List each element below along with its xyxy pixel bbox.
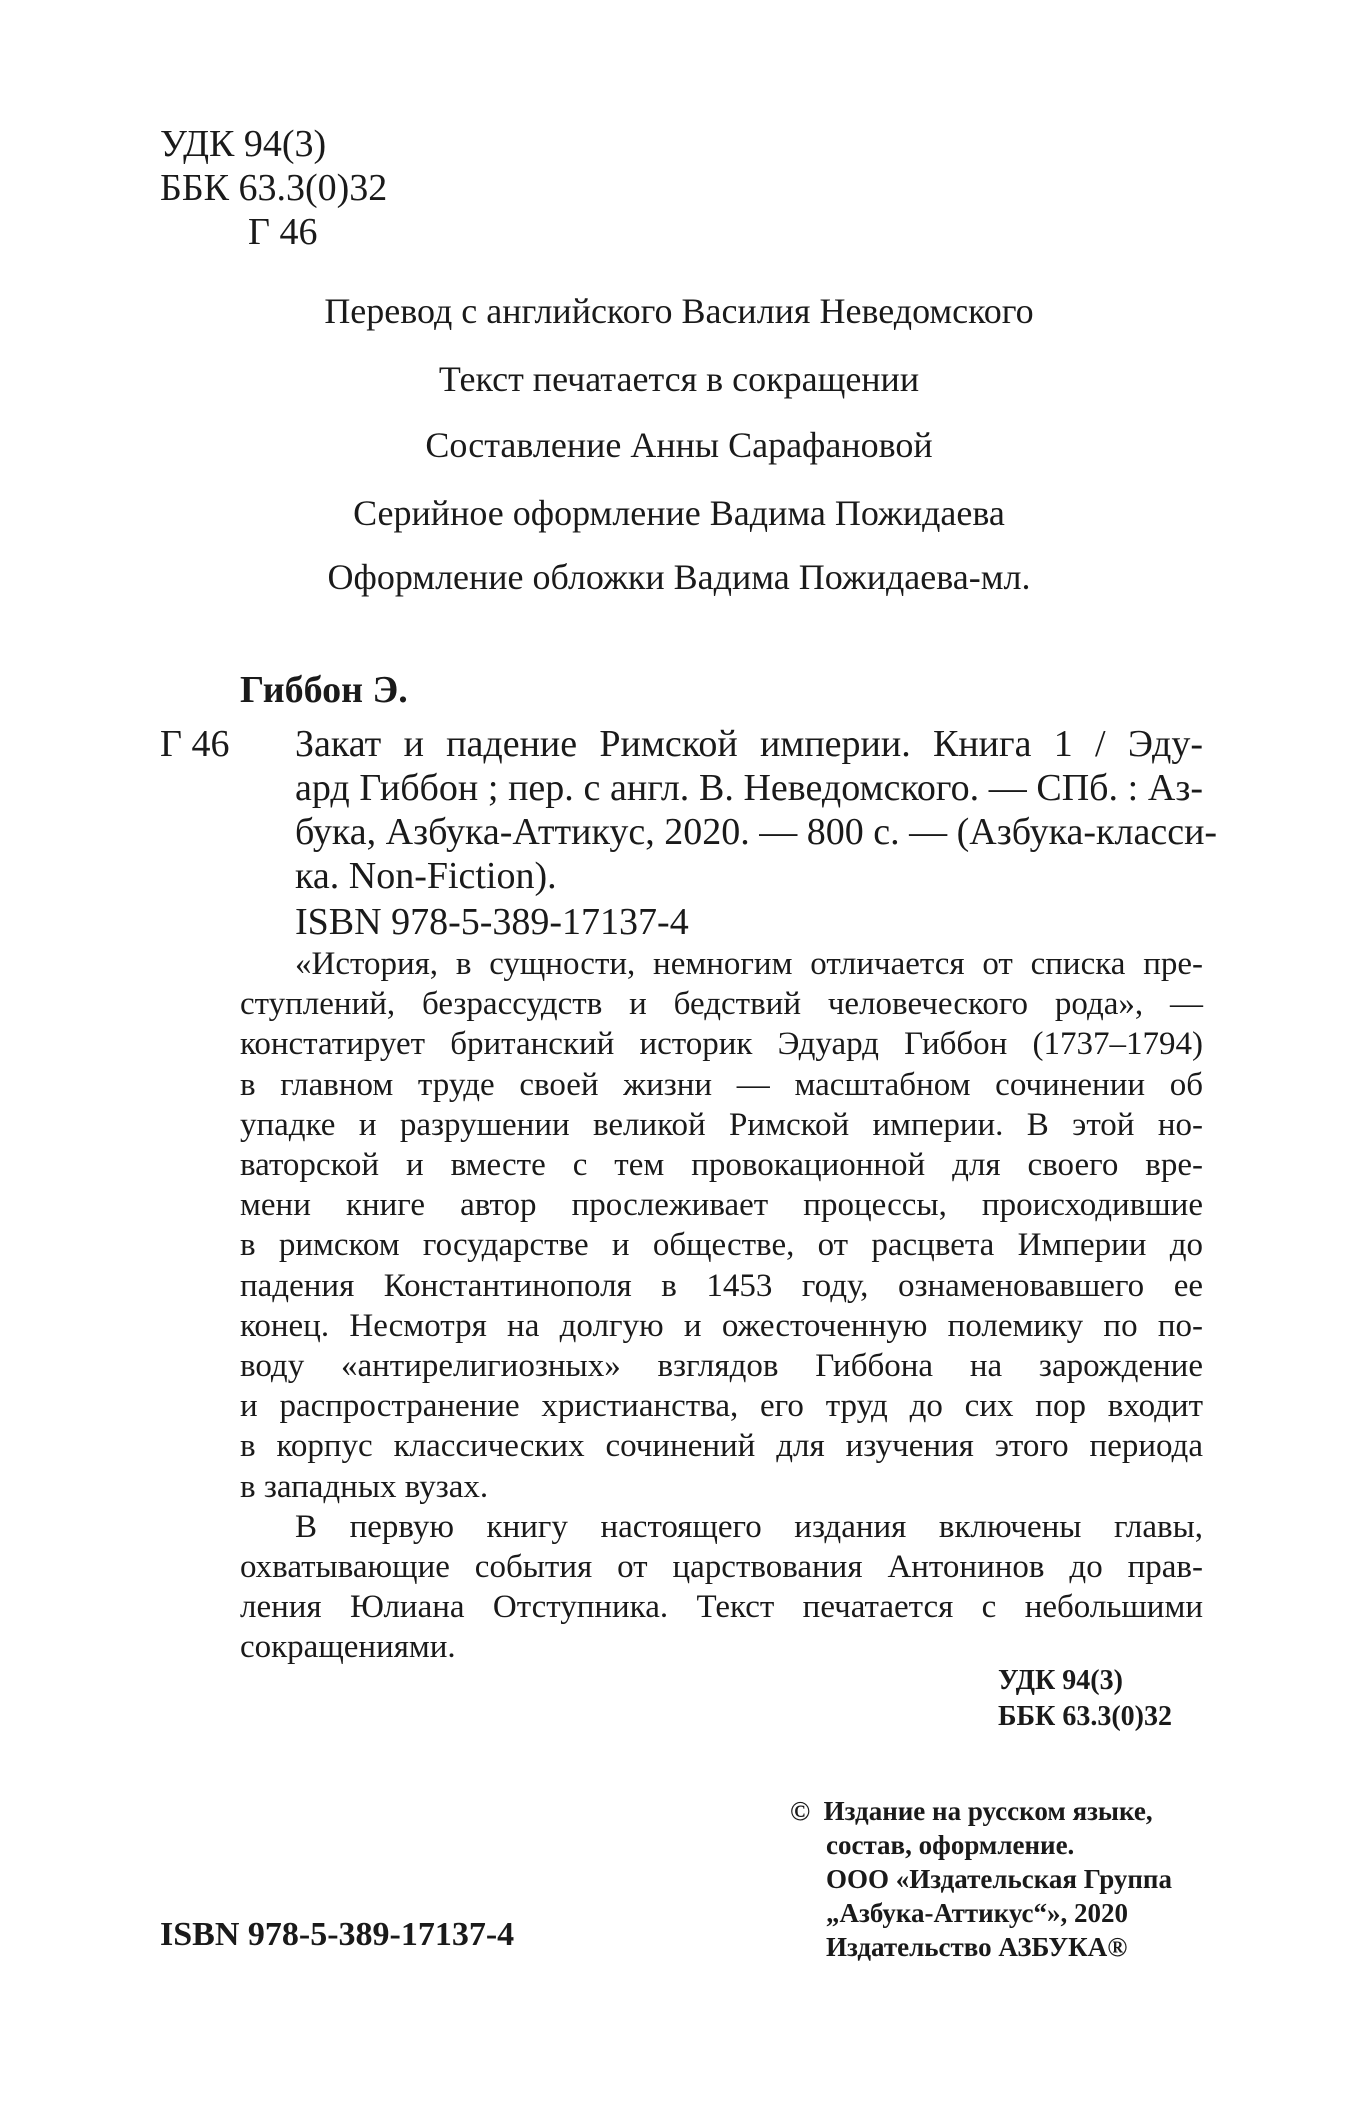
copyright-line: Издательство АЗБУКА® xyxy=(826,1932,1128,1962)
bbk-code: ББК 63.3(0)32 xyxy=(160,167,388,209)
credit-compiler: Составление Анны Сарафановой xyxy=(425,425,933,465)
credit-series-design: Серийное оформление Вадима Пожидаева xyxy=(353,493,1005,533)
author-mark: Г 46 xyxy=(248,211,318,253)
udk-code-bottom: УДК 94(3) xyxy=(998,1665,1123,1696)
bib-isbn: ISBN 978-5-389-17137-4 xyxy=(295,901,689,943)
copyright-line: ООО «Издательская Группа xyxy=(826,1864,1172,1894)
annotation-line: падения Константинополя в 1453 году, ознаменовавшего ее xyxy=(240,1267,1203,1304)
copyright-block xyxy=(790,1794,1172,1964)
annotation-line: воду «антирелигиозных» взглядов Гиббона на зарождение xyxy=(240,1348,1203,1385)
bib-mark: Г 46 xyxy=(160,723,230,765)
copyright-line: Издание на русском языке, xyxy=(823,1796,1153,1826)
copyright-symbol: © xyxy=(790,1796,811,1826)
copyright-line-first xyxy=(790,1794,1172,1828)
annotation-line: упадке и разрушении великой Римской империи. В этой но- xyxy=(240,1106,1203,1143)
annotation-line: охватывающие события от царствования Антонинов до прав- xyxy=(240,1549,1203,1586)
annotation-line: и распространение христианства, его труд до сих пор входит xyxy=(240,1388,1203,1425)
bib-description xyxy=(295,722,1218,898)
annotation-line: в корпус классических сочинений для изучения этого периода xyxy=(240,1428,1203,1465)
annotation-line: «История, в сущности, немногим отличается от списка пре- xyxy=(295,946,1203,982)
annotation-line: констатирует британский историк Эдуард Гиббон (1737–1794) xyxy=(240,1026,1203,1063)
annotation-line: ваторской и вместе с тем провокационной для своего вре- xyxy=(240,1147,1203,1184)
credit-abridged: Текст печатается в сокращении xyxy=(438,359,920,399)
annotation-line: В первую книгу настоящего издания включены главы, xyxy=(295,1508,1203,1545)
copyright-line: состав, оформление. xyxy=(826,1830,1075,1860)
credit-translation: Перевод с английского Василия Неведомского xyxy=(324,291,1034,331)
udk-code: УДК 94(3) xyxy=(160,123,327,165)
annotation-line: в западных вузах. xyxy=(240,1468,489,1505)
annotation-line: сокращениями. xyxy=(240,1629,456,1666)
isbn-bottom: ISBN 978-5-389-17137-4 xyxy=(160,1916,515,1953)
bbk-code-bottom: ББК 63.3(0)32 xyxy=(998,1701,1172,1732)
bib-line: ард Гиббон ; пер. с англ. В. Неведомского. — СПб. : Аз- xyxy=(295,767,1203,809)
annotation-line: ления Юлиана Отступника. Текст печатается с небольшими xyxy=(240,1589,1203,1626)
bib-line: ка. Non-Fiction). xyxy=(295,855,557,897)
annotation-line: в главном труде своей жизни — масштабном сочинении об xyxy=(240,1066,1203,1103)
annotation-line: конец. Несмотря на долгую и ожесточенную полемику по по- xyxy=(240,1307,1203,1344)
annotation-line: ступлений, безрассудств и бедствий человеческого рода», — xyxy=(240,986,1203,1023)
copyright-line: „Азбука-Аттикус“», 2020 xyxy=(826,1898,1129,1928)
credit-cover-design: Оформление обложки Вадима Пожидаева-мл. xyxy=(327,557,1031,597)
annotation-line: в римском государстве и обществе, от расцвета Империи до xyxy=(240,1227,1203,1264)
bib-author: Гиббон Э. xyxy=(240,669,408,711)
bib-line: Закат и падение Римской империи. Книга 1 / Эду- xyxy=(295,723,1203,765)
annotation-line: мени книге автор прослеживает процессы, происходившие xyxy=(240,1187,1203,1224)
bib-line: бука, Азбука-Аттикус, 2020. — 800 с. — (Азбука-класси- xyxy=(295,811,1218,853)
annotation xyxy=(240,944,1203,1668)
